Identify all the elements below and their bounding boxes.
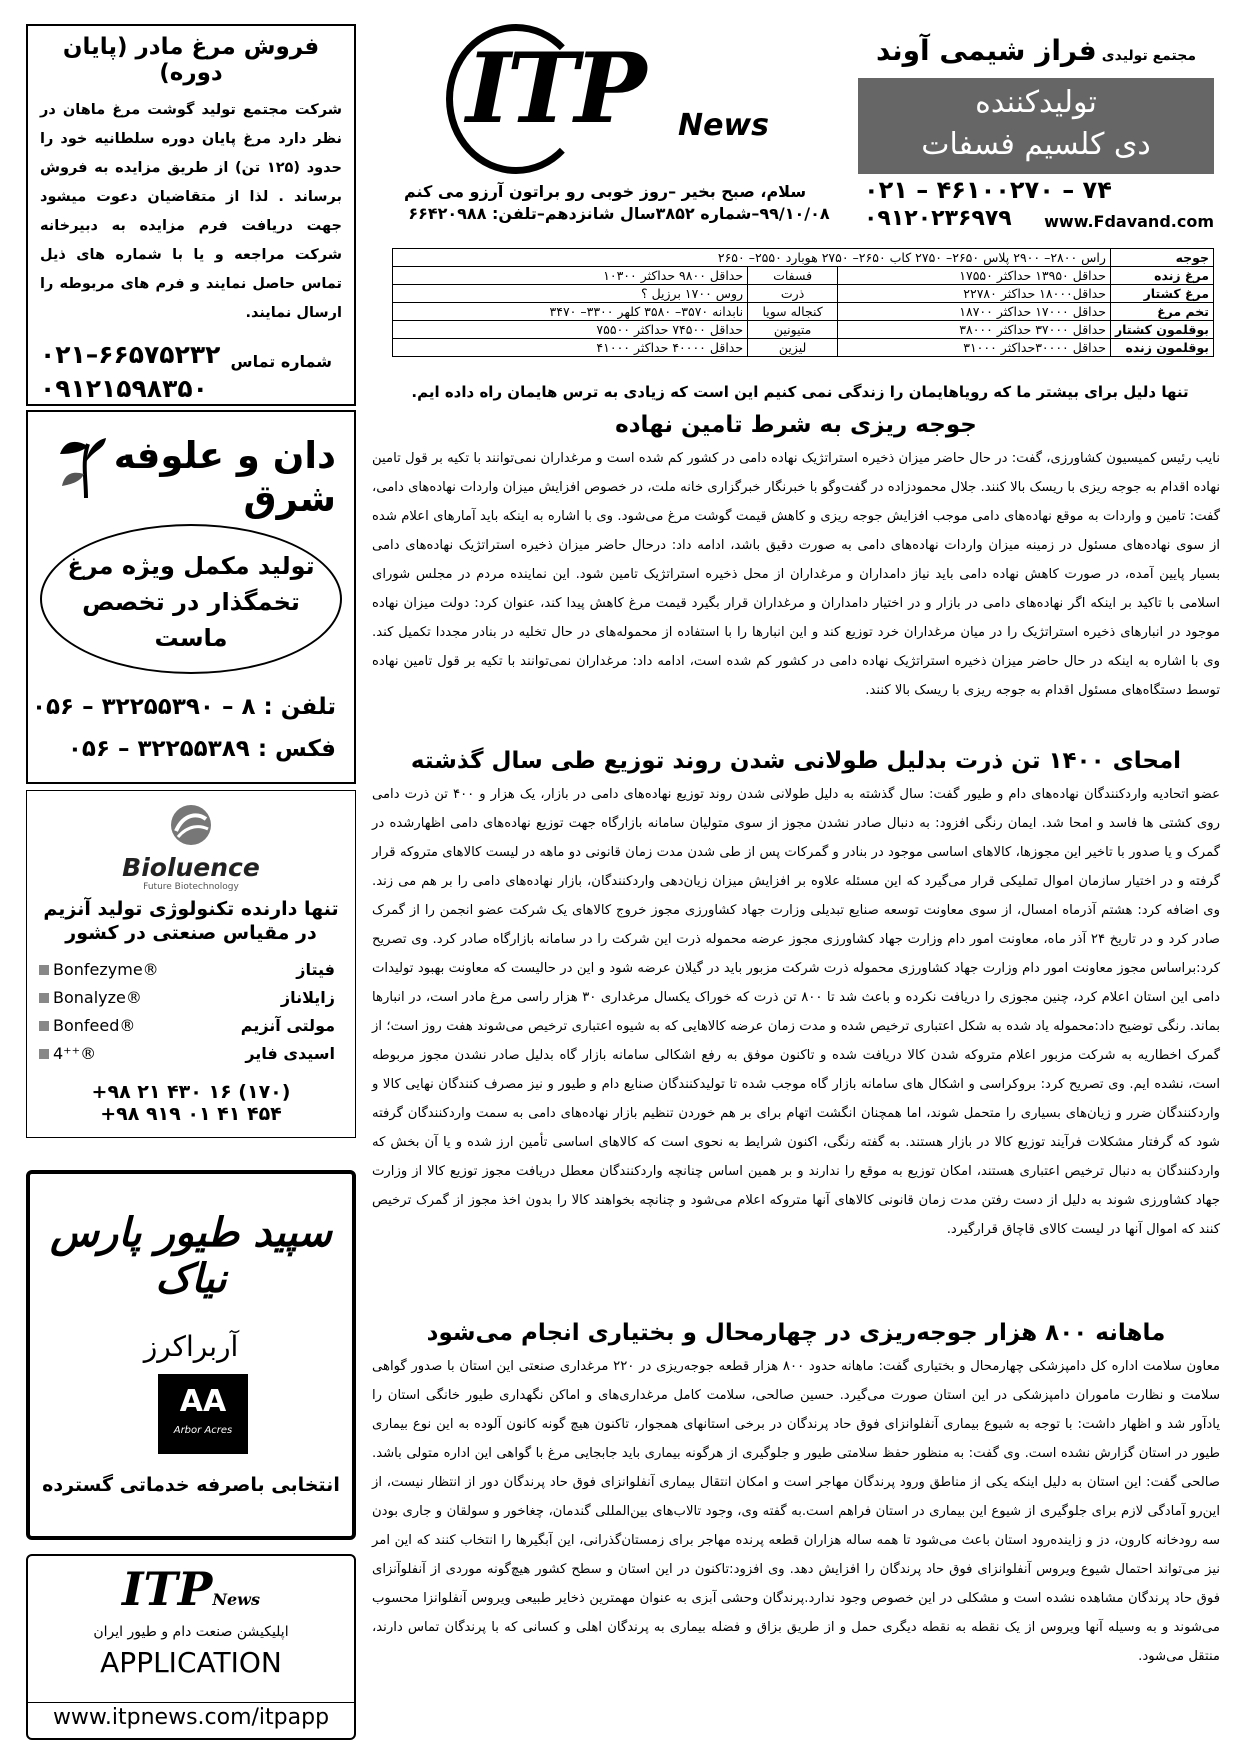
feed-slogan (40, 524, 342, 674)
article-body: نایب رئیس کمیسیون کشاورزی، گفت: در حال حاضر میزان ذخیره استراتژیک نهاده دامی در کشور کم شده است و مرغداران نمی‌توانند با تکیه بر قول تامین نهاده اقدام به جوجه ریزی با ریسک بالا کنند. جلال محمودزاده در گفت‌وگو با خبرنگار خبرگزاری خانه ملت، در خصوص افزایش میزان واردات نهاده‌های دامی، گفت: تامین و واردات به موقع نهاده‌های دامی موجب افزایش جوجه ریزی و کاهش قیمت گوشت مرغ می‌شود. وی با اشاره به اینکه باید آمارهای اعلام شده از سوی نهاده‌های مسئول در زمینه میزان واردات نهاده‌های دامی به صورت دقیق باشد، ادامه داد: درحال حاضر میزان ذخیره استراتژیک نهاده‌های دامی بسیار پایین آمده، در صورت کاهش نهاده دامی باید نیاز دامداران و مرغداران از محل ذخیره استراتژیک تامین شود. این نماینده مردم در مجلس شورای اسلامی با تاکید بر اینکه اگر نهاده‌های دامی در بازار و در اختیار دامداران و مرغداران قرار بگیرد قیمت مرغ کاهش پیدا کند، عنوان کرد: دولت میزان نهاده موجود در انبارهای ذخیره استراتژیک را در میان مرغداران خرد توزیع کند و این انبارها را با استفاده از محموله‌های در حال تخلیه در بنادر مجددا تکمیل کند. وی با اشاره به اینکه در حال حاضر میزان ذخیره استراتژیک نهاده دامی در کشور کم شده است، ادامه داد: مرغداران نمی‌توانند با تکیه بر قول تامین نهاده توسط دستگاه‌های مسئول اقدام به جوجه ریزی با ریسک بالا کنند. (372, 451, 1220, 698)
bioluence-logo (27, 803, 355, 892)
price-row (393, 267, 1214, 285)
company-website[interactable]: www.Fdavand.com (1044, 212, 1214, 231)
app-logo-main: ITP (122, 1562, 213, 1616)
leaf-logo-icon (56, 428, 108, 500)
price-label: جوجه (1110, 249, 1213, 267)
bioluence-ad (26, 790, 356, 1138)
sale-phones (40, 338, 342, 406)
app-url[interactable]: www.itpnews.com/itpapp (28, 1702, 354, 1730)
app-logo-sub: News (212, 1590, 260, 1609)
price-row (393, 303, 1214, 321)
feed-slogan-line3: ماست (154, 624, 228, 652)
price-value: حداقل ۳۷۰۰۰ حداکثر ۳۸۰۰۰ (838, 321, 1111, 339)
square-icon (39, 1021, 49, 1031)
bioluence-name: Bioluence (122, 853, 260, 882)
product-en: 4⁺⁺® (53, 1043, 97, 1063)
price-value: حداقل۱۸۰۰۰ حداکثر ۲۲۷۸۰ (838, 285, 1111, 303)
price-value: حداقل ۴۰۰۰۰ حداکثر ۴۱۰۰۰ (393, 339, 748, 357)
app-desc: اپلیکیشن صنعت دام و طیور ایران (93, 1624, 289, 1640)
feed-ad (26, 410, 356, 784)
app-name: APPLICATION (100, 1646, 282, 1679)
article (372, 748, 1220, 1244)
sale-ad (26, 24, 356, 406)
price-value: حداقل ۱۷۰۰۰ حداکثر ۱۸۷۰۰ (838, 303, 1111, 321)
pars-product: آربراکرز (143, 1330, 239, 1363)
company-prefix: مجتمع تولیدی (1101, 48, 1197, 64)
motto: تنها دلیل برای بیشتر ما که رویاهایمان را زندگی نمی کنیم این است که زیادی به ترس هایمان راه داده ایم. (411, 383, 1189, 401)
price-label: مرغ کشتار (1110, 285, 1213, 303)
bioluence-logo-icon (166, 803, 216, 847)
bioluence-tagline-1: تنها دارنده تکنولوژی تولید آنزیم (43, 898, 339, 920)
price-label: تخم مرغ (1110, 303, 1213, 321)
price-label: مرغ زنده (1110, 267, 1213, 285)
sale-body: شرکت مجتمع تولید گوشت مرغ ماهان در نظر دارد مرغ پایان دوره سلطانیه خود را حدود (۱۲۵ تن) از طریق مزایده به فروش برساند . لذا از متقاضیان دعوت میشود جهت دریافت فرم مزایده به دبیرخانه شرکت مراجعه و یا با شماره های ذیل تماس حاصل نمایند و فرم های مربوطه را ارسال نمایند. (40, 102, 342, 321)
company-phone1: ۰۲۱ – ۴۶۱۰۰۲۷۰ – ۷۴ (864, 176, 1112, 204)
arbor-acres-logo (158, 1374, 248, 1454)
price-item: کنجاله سویا (748, 303, 838, 321)
price-item: ذرت (748, 285, 838, 303)
company-title: فراز شیمی آوند (875, 34, 1097, 67)
company-name (858, 34, 1214, 67)
app-ad[interactable] (26, 1554, 356, 1740)
product-fa: اسیدی فایر (245, 1043, 335, 1063)
company-ad (858, 30, 1214, 231)
company-product-box (858, 78, 1214, 174)
sale-phone2: ۰۹۱۲۱۵۹۸۳۵۰ (40, 374, 208, 403)
article-body: معاون سلامت اداره کل دامپزشکی چهارمحال و بختیاری گفت: ماهانه حدود ۸۰۰ هزار قطعه جوجه‌ریزی در ۲۲۰ مرغداری صنعتی این استان با صدور گواهی سلامت و نظارت ماموران دامپزشکی در این استان صورت می‌گیرد. حسین صالحی، سلامت کامل مرغداری‌های و اماکن نگهداری طیور خانگی استان را یادآور شد و اظهار داشت: با توجه به شیوع بیماری آنفلوانزای فوق حاد پرندگان در برخی استانهای همجوار، تاکنون هیچ گونه کانون آلوده به این نوع بیماری طیور در استان گزارش نشده است. وی گفت: به منظور حفظ سلامتی طیور و جلوگیری از هرگونه بیماری باید جابجایی مرغ با گواهی این اداره متولی باشد. صالحی گفت: این استان به دلیل اینکه یکی از مناطق ورود پرندگان مهاجر است و امکان انتقال بیماری آنفلوانزای فوق حاد پرندگان دور از انتظار نیست، از این‌رو آمادگی لازم برای جلوگیری از شیوع این بیماری در استان فراهم است.به گفته وی، وجود تالاب‌های بین‌المللی گندمان، چغاخور و سولقان و جاری بودن سه رودخانه کارون، دز و زاینده‌رود استان باعث می‌شود تا همه ساله هزاران قطعه پرنده مهاجر برای زمستان‌گذرانی، این آبگیرها را انتخاب کنند که این امر نیز می‌تواند احتمال شیوع ویروس آنفلوانزای فوق حاد پرندگان را افزایش دهد. وی افزود:تاکنون در این استان و سطح کشور هیچ‌گونه موردی از آنفلوآنزای فوق حاد پرندگان مشاهده نشده است و مشکلی در این خصوص وجود ندارد.پرندگان وحشی آبزی به عنوان مهمترین ذخایر طبیعی ویروس آنفلوانزا محسوب می‌شوند و به وسیله آنها ویروس از یک نقطه به نقطه دیگری حمل و از طریق بزاق و فضله بیماری به پرندگان اهلی و کسانی که با پرندگان تماس دارند، منتقل می‌شود. (372, 1359, 1220, 1664)
article (372, 1320, 1220, 1671)
app-logo (28, 1562, 354, 1616)
price-row (393, 321, 1214, 339)
article-body: عضو اتحادیه واردکنندگان نهاده‌های دام و طیور گفت: سال گذشته به دلیل طولانی شدن روند توزیع نهاده‌های دامی در بازار، یک هزار و ۴۰۰ تن ذرت دامی روی کشتی ها فاسد و امحا شد. ایمان رنگی افزود: به دنبال صادر نشدن مجوز از سوی متولیان سامانه بازارگاه جهت توزیع نهاده‌های دامی اظهارشده در گمرک و یا صدور با تاخیر این مجوزها، کالاهای اساسی موجود در بنادر و گمرکات پس از طی شدن مدت زمان قانونی دو ماهه در لیست کالاهای متروکه قرار گرفته و در اختیار سازمان اموال تملیکی قرار می‌گیرد که این مسئله علاوه بر افزایش میزان زیان‌دهی واردکنندگان، بازار نهاده‌های دامی را بر هم می زند. وی اضافه کرد: هشتم آذرماه امسال، از سوی معاونت توسعه صنایع تبدیلی وزارت جهاد کشاورزی مجوز خروج کالاهای یک شرکت عضو انجمن را از گمرک صادر کرد و در تاریخ ۲۴ آذر ماه، معاونت امور دام وزارت جهاد کشاورزی مجوز عرضه محموله ذرت این شرکت را در سامانه بازارگاه صادر کرد. وی تصریح کرد:براساس مجوز معاونت امور دام وزارت جهاد کشاورزی محموله ذرت شرکت مزبور باید در گیلان عرضه شود و این در حالیست که معاونت بهبود تولیدات دامی این استان اعلام کرد، چنین مجوزی را دریافت نکرده و باعث شد تا ۸۰۰ تن ذرت که خوراک یکسال مرغداری ۳۰ هزار راسی مرغ مادر است، در انبارها بماند. رنگی توضیح داد:محموله یاد شده به شکل اعتباری ترخیص شده و مدت زمان عرضه کالاهایی که به شیوه اعتباری ترخیص می‌شوند هفت روز است؛ از گمرک اخطاریه به شرکت مزبور اعلام متروکه شدن کالا دریافت شده و تاکنون موفق به رفع اشکالی سامانه بازار گاه بدلیل صادر نشدن مجوز مربوطه است، نشده ایم. وی تصریح کرد: بروکراسی و اشکال های سامانه بازار گاه موجب شده تا تولیدکنندگان صنایع دام و طیور و نیز مصرف کنندگان نهایی کالا و واردکنندگان ضرر و زیان‌های بسیاری را متحمل شوند، اما همچنان انگشت اتهام برای بر هم خوردن تنظیم بازار نهاده‌های دامی به سمت واردکنندگان گرفته شود که گرفتار مشکلات فرآیند توزیع کالا در بازار هستند. به گفته رنگی، اکنون شرایط به نحوی است که کالاهای اساسی تأمین ارز شده و یا آن بخش که واردکنندگان به دنبال ترخیص اعتباری هستند، امکان توزیع به موقع را ندارند و بر همین اساس چنانچه واردکنندگان معطل دریافت مجوز توزیع کالا از وزارت جهاد کشاورزی شوند به دلیل از دست رفتن مدت زمان قانونی کالاهای آنها متروکه اعلام می‌شود و چنانچه بخواهند کالا را بدون اخذ مجوز از گمرک ترخیص کنند که اموال آنها در لیست کالای قاچاق قرارگیرد. (372, 787, 1220, 1237)
bioluence-phone2: +۹۸ ۹۱۹ ۰۱ ۴۱ ۴۵۴ (100, 1103, 282, 1125)
price-row (393, 285, 1214, 303)
product-fa: مولتی آنزیم (240, 1015, 335, 1035)
product-row (35, 1039, 347, 1067)
feed-tel: تلفن : ۸ – ۳۲۲۵۵۳۹۰ – ۰۵۶ (31, 694, 336, 720)
masthead-logo (446, 24, 776, 174)
price-value: حداقل ۷۴۵۰۰ حداکثر ۷۵۵۰۰ (393, 321, 748, 339)
price-item: فسفات (748, 267, 838, 285)
bioluence-phone1: +۹۸ ۲۱ ۴۳۰ ۱۶ (۱۷۰) (91, 1081, 291, 1103)
price-value: روس ۱۷۰۰ برزیل ؟ (393, 285, 748, 303)
product-en: Bonfeed® (53, 1015, 136, 1035)
product-row (35, 983, 347, 1011)
bioluence-products (35, 955, 347, 1067)
price-row (393, 249, 1214, 267)
feed-fax: فکس : ۳۲۲۵۵۳۸۹ – ۰۵۶ (67, 736, 336, 762)
pars-brand: سپید طیور پارس نیاک (50, 1210, 332, 1302)
feed-slogan-line1: تولید مکمل ویژه مرغ (67, 552, 315, 580)
product-fa: فیتاز (296, 959, 335, 979)
company-box-line2: دی کلسیم فسفات (921, 127, 1151, 162)
product-fa: زایلاناز (280, 987, 335, 1007)
price-value: حداقل ۳۰۰۰۰حداکثر ۳۱۰۰۰ (838, 339, 1111, 357)
price-table (392, 248, 1214, 357)
company-box-line1: تولیدکننده (975, 85, 1097, 120)
square-icon (39, 965, 49, 975)
price-item: لیزین (748, 339, 838, 357)
product-en: Bonfezyme® (53, 959, 159, 979)
article-title: امحای ۱۴۰۰ تن ذرت بدلیل طولانی شدن روند توزیع طی سال گذشته (410, 748, 1182, 774)
article-title: ماهانه ۸۰۰ هزار جوجه‌ریزی در چهارمحال و بختیاری انجام می‌شود (426, 1320, 1166, 1346)
logo-itp: ITP (466, 32, 643, 145)
pars-niyak-ad (26, 1170, 356, 1540)
price-label: بوقلمون زنده (1110, 339, 1213, 357)
bioluence-sub: Future Biotechnology (143, 882, 239, 892)
price-row (393, 339, 1214, 357)
price-label: بوقلمون کشتار (1110, 321, 1213, 339)
bioluence-tagline (27, 897, 355, 945)
greeting: سلام، صبح بخیر –روز خوبی رو براتون آرزو می کنم (403, 182, 807, 201)
pars-slogan: انتخابی باصرفه خدماتی گسترده (42, 1474, 340, 1496)
sale-phone-label: شماره تماس (230, 352, 332, 371)
price-value: نابدانه ۳۵۷۰– ۳۵۸۰ کلهر ۳۳۰۰– ۳۴۷۰ (393, 303, 748, 321)
bioluence-phones (27, 1081, 355, 1125)
feed-brand: دان و علوفه شرق (113, 434, 336, 520)
issue-line: ۹۹/۱۰/۰۸–شماره ۳۸۵۲سال شانزدهم–تلفن: ۶۶۴۲۰۹۸۸ (408, 204, 830, 223)
product-row (35, 955, 347, 983)
bioluence-tagline-2: در مقیاس صنعتی در کشور (65, 922, 317, 944)
logo-news: News (678, 108, 770, 143)
square-icon (39, 993, 49, 1003)
square-icon (39, 1049, 49, 1059)
sale-phone1: ۰۲۱–۶۶۵۷۵۲۳۲ (40, 340, 221, 369)
product-row (35, 1011, 347, 1039)
article (372, 412, 1220, 705)
product-en: Bonalyze® (53, 987, 142, 1007)
feed-slogan-line2: تخمگذار در تخصص (82, 588, 300, 616)
aa-logo-sub: Arbor Acres (173, 1425, 233, 1436)
company-phone2: ۰۹۱۲۰۲۳۶۹۷۹ (864, 206, 1012, 231)
price-value: حداقل ۹۸۰۰ حداکثر ۱۰۳۰۰ (393, 267, 748, 285)
sale-title: فروش مرغ مادر (پایان دوره) (62, 34, 320, 86)
article-title: جوجه ریزی به شرط تامین نهاده (615, 412, 977, 438)
price-value: حداقل ۱۳۹۵۰ حداکثر ۱۷۵۵۰ (838, 267, 1111, 285)
price-value: راس ۲۸۰۰– ۲۹۰۰ پلاس ۲۶۵۰– ۲۷۵۰ کاب ۲۶۵۰– ۲۷۵۰ هوبارد ۲۵۵۰– ۲۶۵۰ (393, 249, 1111, 267)
price-item: متیونین (748, 321, 838, 339)
aa-logo-text: AA (179, 1384, 227, 1419)
